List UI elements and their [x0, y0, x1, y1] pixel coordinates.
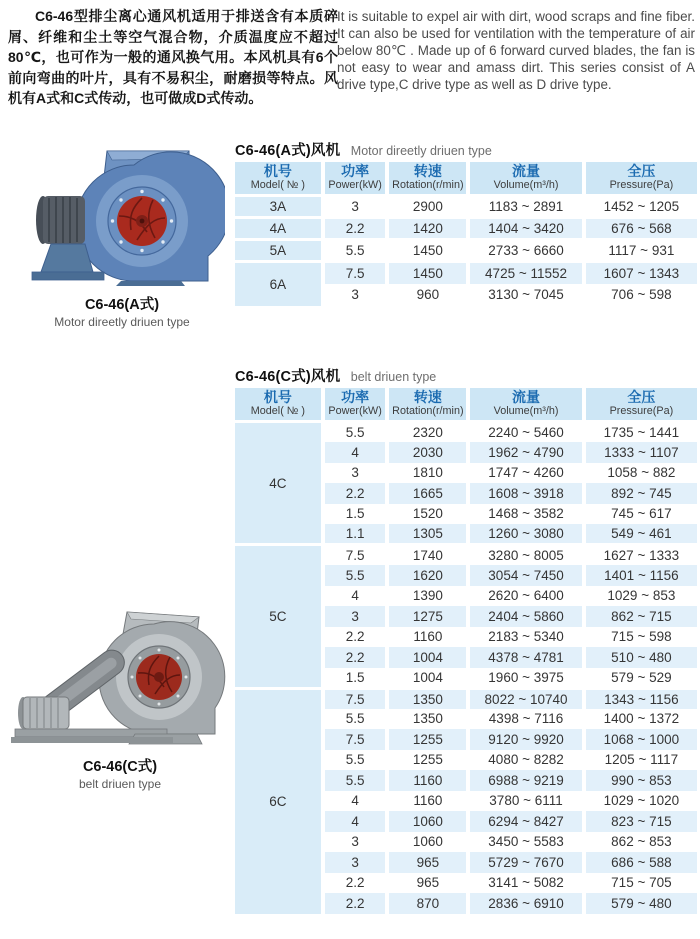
spec-cell: 2320 [387, 422, 468, 443]
column-header [468, 162, 584, 196]
spec-cell: 1420 [387, 218, 468, 240]
intro-paragraph-en: It is suitable to expel air with dirt, wood scraps and fine fiber. It can also be used for ventilation with the temperature of air below 80℃ . Made up of 6 forward curved blades, the fan is not easy to wear and amass dirt. This series consist of A drive type,C drive type as well as D drive type. [337, 9, 695, 92]
spec-cell: 823 ~ 715 [584, 811, 697, 832]
header-row [235, 162, 697, 196]
column-header [584, 162, 697, 196]
spec-cell: 990 ~ 853 [584, 770, 697, 791]
column-header-zh: 全压 [627, 389, 656, 405]
column-header-zh: 转速 [413, 389, 442, 405]
spec-cell: 1401 ~ 1156 [584, 565, 697, 586]
spec-row [235, 262, 697, 284]
spec-cell: 7.5 [323, 262, 388, 284]
spec-cell: 1400 ~ 1372 [584, 709, 697, 730]
spec-cell: 3 [323, 284, 388, 306]
spec-cell: 5.5 [323, 750, 388, 771]
spec-cell: 1665 [387, 483, 468, 504]
spec-cell: 1607 ~ 1343 [584, 262, 697, 284]
spec-cell: 4080 ~ 8282 [468, 750, 584, 771]
fan-c-subcaption: belt driuen type [78, 777, 162, 791]
spec-cell: 1627 ~ 1333 [584, 545, 697, 566]
column-header-zh: 机号 [263, 389, 292, 405]
spec-cell: 1350 [387, 688, 468, 709]
table-c-section [235, 365, 697, 914]
spec-cell: 1343 ~ 1156 [584, 688, 697, 709]
spec-cell: 549 ~ 461 [584, 524, 697, 545]
spec-cell: 5.5 [323, 709, 388, 730]
column-header-zh: 转速 [413, 163, 442, 179]
spec-row [235, 688, 697, 709]
spec-cell: 706 ~ 598 [584, 284, 697, 306]
spec-cell: 1468 ~ 3582 [468, 504, 584, 525]
column-header [323, 162, 388, 196]
fan-c-figure [6, 606, 234, 791]
spec-cell: 1450 [387, 240, 468, 262]
spec-cell: 1255 [387, 729, 468, 750]
header-row [235, 388, 697, 422]
spec-cell: 5729 ~ 7670 [468, 852, 584, 873]
spec-cell: 1452 ~ 1205 [584, 196, 697, 218]
table-a-title-en: Motor direetly driuen type [350, 144, 492, 158]
spec-table-a [235, 162, 697, 306]
spec-cell: 1029 ~ 1020 [584, 791, 697, 812]
spec-cell: 1620 [387, 565, 468, 586]
spec-cell: 6988 ~ 9219 [468, 770, 584, 791]
spec-cell: 2404 ~ 5860 [468, 606, 584, 627]
spec-cell: 8022 ~ 10740 [468, 688, 584, 709]
spec-cell: 892 ~ 745 [584, 483, 697, 504]
fan-c-caption: C6-46(C式) [82, 759, 158, 775]
spec-cell: 1333 ~ 1107 [584, 442, 697, 463]
spec-cell: 4378 ~ 4781 [468, 647, 584, 668]
spec-cell: 6294 ~ 8427 [468, 811, 584, 832]
spec-cell: 9120 ~ 9920 [468, 729, 584, 750]
table-a-title [235, 139, 697, 159]
column-header [584, 388, 697, 422]
spec-cell: 3780 ~ 6111 [468, 791, 584, 812]
column-header-en: Volume(m³/h) [493, 405, 559, 417]
spec-cell: 1608 ~ 3918 [468, 483, 584, 504]
column-header [235, 162, 323, 196]
column-header-en: Model( № ) [250, 179, 305, 191]
spec-cell: 1450 [387, 262, 468, 284]
spec-cell: 1962 ~ 4790 [468, 442, 584, 463]
spec-cell: 1160 [387, 770, 468, 791]
column-header [387, 162, 468, 196]
spec-table-c [235, 388, 697, 914]
spec-cell: 715 ~ 705 [584, 873, 697, 894]
intro-paragraph-zh: C6-46型排尘离心通风机适用于排送含有本质碎屑、纤维和尘土等空气混合物，介质温度应不超过80℃，也可作为一般的通风换气用。本风机具有6个前向弯曲的叶片，具有不易积尘，耐磨损等特点。风机有A式和C式传动，也可做成D式传动。 [8, 8, 338, 106]
fan-c-image [7, 606, 233, 748]
spec-cell: 1390 [387, 586, 468, 607]
spec-cell: 1255 [387, 750, 468, 771]
column-header-en: Power(kW) [328, 405, 382, 417]
spec-cell: 1.1 [323, 524, 388, 545]
column-header-zh: 机号 [263, 163, 292, 179]
spec-cell: 1117 ~ 931 [584, 240, 697, 262]
spec-cell: 4 [323, 442, 388, 463]
spec-row [235, 240, 697, 262]
spec-cell: 3 [323, 463, 388, 484]
spec-cell: 1060 [387, 811, 468, 832]
column-header-en: Pressure(Pa) [609, 405, 674, 417]
spec-cell: 1183 ~ 2891 [468, 196, 584, 218]
column-header [468, 388, 584, 422]
spec-cell: 2836 ~ 6910 [468, 893, 584, 914]
spec-cell: 2.2 [323, 627, 388, 648]
spec-cell: 1275 [387, 606, 468, 627]
column-header [235, 388, 323, 422]
spec-cell: 2.2 [323, 893, 388, 914]
spec-cell: 1810 [387, 463, 468, 484]
spec-cell: 2.2 [323, 873, 388, 894]
table-c-title-en: belt driuen type [350, 370, 437, 384]
spec-cell: 3 [323, 606, 388, 627]
spec-cell: 579 ~ 529 [584, 668, 697, 689]
spec-cell: 510 ~ 480 [584, 647, 697, 668]
spec-cell: 1058 ~ 882 [584, 463, 697, 484]
spec-cell: 1160 [387, 627, 468, 648]
spec-cell: 965 [387, 852, 468, 873]
column-header-zh: 全压 [627, 163, 656, 179]
column-header-en: Pressure(Pa) [609, 179, 674, 191]
spec-cell: 1350 [387, 709, 468, 730]
spec-cell: 1404 ~ 3420 [468, 218, 584, 240]
column-header-zh: 功率 [341, 163, 370, 179]
spec-cell: 1205 ~ 1117 [584, 750, 697, 771]
spec-cell: 1029 ~ 853 [584, 586, 697, 607]
spec-cell: 1004 [387, 668, 468, 689]
spec-cell: 4 [323, 586, 388, 607]
spec-row [235, 545, 697, 566]
spec-cell: 2.2 [323, 483, 388, 504]
spec-cell: 3141 ~ 5082 [468, 873, 584, 894]
spec-cell: 1.5 [323, 504, 388, 525]
column-header [323, 388, 388, 422]
column-header-en: Volume(m³/h) [493, 179, 559, 191]
spec-cell: 1747 ~ 4260 [468, 463, 584, 484]
fan-a-caption: C6-46(A式) [84, 297, 160, 313]
model-cell: 5C [235, 545, 323, 689]
table-a-title-zh: C6-46(A式)风机 [235, 143, 341, 159]
spec-cell: 5.5 [323, 240, 388, 262]
column-header-en: Rotation(r/min) [392, 405, 464, 417]
spec-cell: 862 ~ 715 [584, 606, 697, 627]
model-cell: 4C [235, 422, 323, 545]
spec-cell: 2.2 [323, 218, 388, 240]
spec-row [235, 196, 697, 218]
spec-cell: 676 ~ 568 [584, 218, 697, 240]
spec-cell: 1520 [387, 504, 468, 525]
spec-cell: 1160 [387, 791, 468, 812]
fan-a-figure [14, 146, 230, 329]
spec-cell: 579 ~ 480 [584, 893, 697, 914]
spec-cell: 3 [323, 852, 388, 873]
spec-cell: 715 ~ 598 [584, 627, 697, 648]
column-header-zh: 流量 [512, 163, 541, 179]
spec-cell: 1960 ~ 3975 [468, 668, 584, 689]
spec-cell: 3 [323, 832, 388, 853]
column-header [387, 388, 468, 422]
fan-a-subcaption: Motor direetly driuen type [54, 315, 190, 329]
spec-cell: 2733 ~ 6660 [468, 240, 584, 262]
table-c-title [235, 365, 697, 385]
spec-cell: 2.2 [323, 647, 388, 668]
spec-cell: 7.5 [323, 729, 388, 750]
spec-cell: 965 [387, 873, 468, 894]
spec-cell: 5.5 [323, 565, 388, 586]
spec-cell: 862 ~ 853 [584, 832, 697, 853]
spec-cell: 1060 [387, 832, 468, 853]
model-cell: 5A [235, 240, 323, 262]
spec-row [235, 422, 697, 443]
spec-cell: 1004 [387, 647, 468, 668]
column-header-en: Rotation(r/min) [392, 179, 464, 191]
column-header-en: Model( № ) [250, 405, 305, 417]
spec-cell: 960 [387, 284, 468, 306]
spec-cell: 1.5 [323, 668, 388, 689]
spec-cell: 686 ~ 588 [584, 852, 697, 873]
spec-cell: 1735 ~ 1441 [584, 422, 697, 443]
spec-cell: 7.5 [323, 545, 388, 566]
spec-cell: 7.5 [323, 688, 388, 709]
spec-cell: 1068 ~ 1000 [584, 729, 697, 750]
spec-cell: 870 [387, 893, 468, 914]
fan-a-image [19, 146, 225, 286]
column-header-en: Power(kW) [328, 179, 382, 191]
model-cell: 6C [235, 688, 323, 914]
column-header-zh: 流量 [512, 389, 541, 405]
spec-cell: 2030 [387, 442, 468, 463]
spec-cell: 3 [323, 196, 388, 218]
spec-cell: 3450 ~ 5583 [468, 832, 584, 853]
spec-cell: 4 [323, 811, 388, 832]
column-header-zh: 功率 [341, 389, 370, 405]
spec-cell: 4725 ~ 11552 [468, 262, 584, 284]
spec-cell: 5.5 [323, 770, 388, 791]
spec-cell: 1260 ~ 3080 [468, 524, 584, 545]
spec-cell: 4398 ~ 7116 [468, 709, 584, 730]
spec-cell: 3280 ~ 8005 [468, 545, 584, 566]
spec-cell: 2240 ~ 5460 [468, 422, 584, 443]
spec-cell: 4 [323, 791, 388, 812]
spec-cell: 2620 ~ 6400 [468, 586, 584, 607]
model-cell: 6A [235, 262, 323, 306]
model-cell: 4A [235, 218, 323, 240]
spec-cell: 3130 ~ 7045 [468, 284, 584, 306]
spec-cell: 2900 [387, 196, 468, 218]
spec-row [235, 218, 697, 240]
spec-cell: 5.5 [323, 422, 388, 443]
spec-cell: 2183 ~ 5340 [468, 627, 584, 648]
table-c-title-zh: C6-46(C式)风机 [235, 369, 341, 385]
model-cell: 3A [235, 196, 323, 218]
table-a-section [235, 139, 697, 306]
spec-cell: 745 ~ 617 [584, 504, 697, 525]
spec-cell: 1740 [387, 545, 468, 566]
spec-cell: 1305 [387, 524, 468, 545]
spec-cell: 3054 ~ 7450 [468, 565, 584, 586]
